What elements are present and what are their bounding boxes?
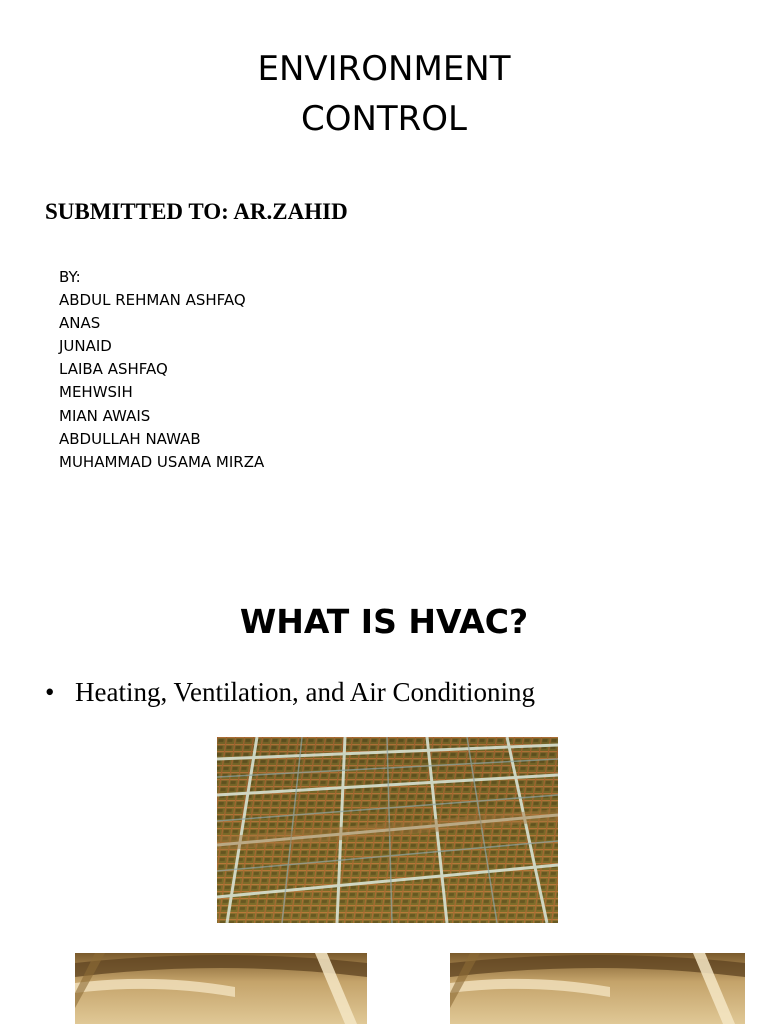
author-name: JUNAID [59,337,112,356]
author-name: LAIBA ASHFAQ [59,360,168,379]
bullet-symbol: • [45,677,55,707]
author-name: ABDULLAH NAWAB [59,429,201,448]
author-list [59,266,264,474]
title-line-1: ENVIRONMENT [257,49,511,89]
by-label: BY: [59,268,81,286]
ceiling-duct-photo [450,953,745,1024]
author-name: MUHAMMAD USAMA MIRZA [59,452,265,471]
slide-2-title: WHAT IS HVAC? [239,602,529,641]
ceiling-grid-photo [217,737,558,923]
bullet-text: Heating, Ventilation, and Air Conditioning [75,677,535,707]
slide-title [0,44,768,144]
author-name: MEHWSIH [59,383,133,402]
submitted-to: SUBMITTED TO: AR.ZAHID [45,199,348,224]
author-name: ABDUL REHMAN ASHFAQ [59,291,246,310]
title-line-2: CONTROL [300,99,468,139]
bullet-item [45,673,535,711]
ceiling-duct-photo [75,953,367,1024]
author-name: ANAS [59,314,101,333]
author-name: MIAN AWAIS [59,406,151,425]
